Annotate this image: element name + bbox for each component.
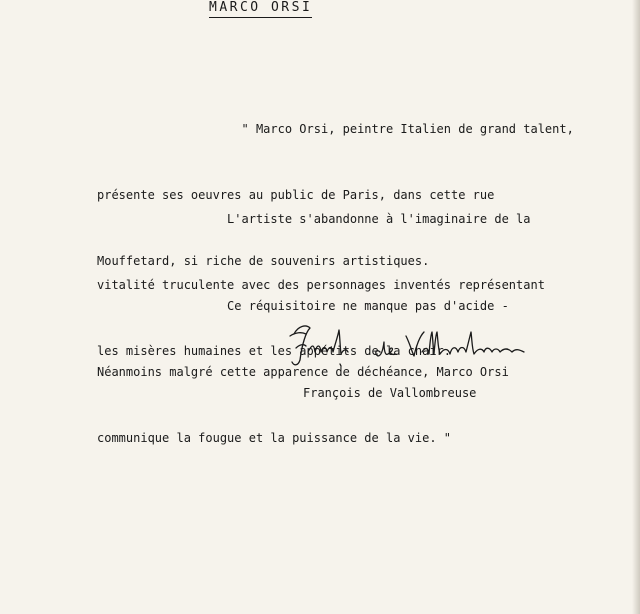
paragraph-line: Mouffetard, si riche de souvenirs artistiques. xyxy=(97,254,430,268)
page-edge xyxy=(632,0,640,614)
paragraph-line: présente ses oeuvres au public de Paris, dans cette rue xyxy=(97,188,495,202)
signer-name: François de Vallombreuse xyxy=(303,386,477,400)
handwritten-signature xyxy=(288,322,528,368)
paragraph-line: communique la fougue et la puissance de la vie. " xyxy=(97,431,452,445)
page-title: MARCO ORSI xyxy=(209,0,312,18)
paragraph-line: Néanmoins malgré cette apparence de déchéance, Marco Orsi xyxy=(97,365,509,379)
paragraph-line: Ce réquisitoire ne manque pas d'acide - xyxy=(97,299,509,313)
paragraph-line: vitalité truculente avec des personnages inventés représentant xyxy=(97,278,545,292)
paragraph-line: L'artiste s'abandonne à l'imaginaire de la xyxy=(97,212,531,226)
paragraph-line: les misères humaines et les appétits de la chair. xyxy=(97,344,452,358)
paragraph-line: " Marco Orsi, peintre Italien de grand talent, xyxy=(97,122,574,136)
